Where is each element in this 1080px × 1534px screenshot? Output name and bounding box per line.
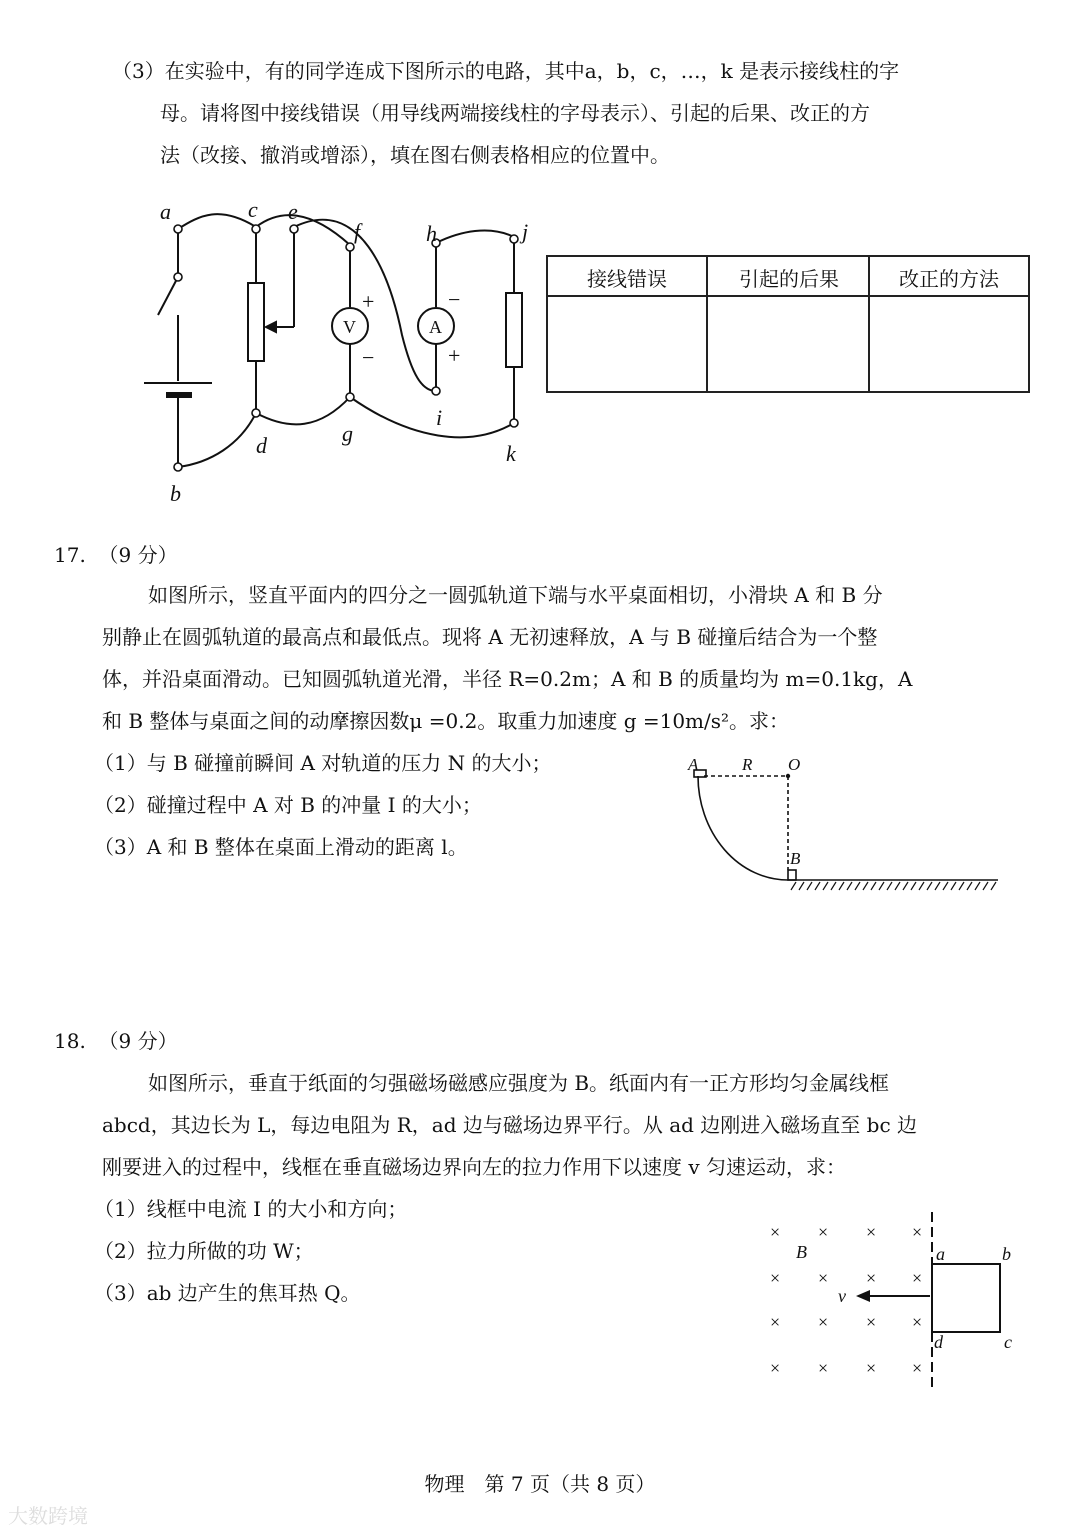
q18-fig-label-B: B	[796, 1242, 807, 1262]
field-cross: ×	[818, 1312, 829, 1332]
q17-para-line3: 体，并沿桌面滑动。已知圆弧轨道光滑，半径 R=0.2m；A 和 B 的质量均为 m=0.1kg，A	[102, 667, 913, 691]
q17-fig-label-A: A	[688, 758, 699, 774]
q18-para-line2: abcd，其边长为 L，每边电阻为 R，ad 边与磁场边界平行。从 ad 边刚进入磁场直至 bc 边	[102, 1113, 918, 1137]
field-cross: ×	[818, 1268, 829, 1288]
field-cross: ×	[770, 1268, 781, 1288]
q17-sub1: （1）与 B 碰撞前瞬间 A 对轨道的压力 N 的大小；	[94, 751, 552, 775]
q18-number: 18.	[54, 1029, 86, 1053]
q18-fig-label-d: d	[934, 1332, 943, 1352]
table-cell-correction[interactable]	[870, 297, 1028, 391]
q18-sub1: （1）线框中电流 I 的大小和方向；	[94, 1197, 408, 1221]
table-cell-consequence[interactable]	[708, 297, 866, 391]
table-cell-wiring-error[interactable]	[548, 297, 704, 391]
field-cross: ×	[866, 1312, 877, 1332]
q18-fig-label-b: b	[1002, 1244, 1011, 1264]
q18-fig-label-v: v	[838, 1286, 846, 1306]
terminal-label-c: c	[248, 197, 258, 222]
field-cross: ×	[912, 1222, 923, 1242]
q18-fig-label-a: a	[936, 1244, 945, 1264]
voltmeter-label: V	[343, 317, 356, 337]
q17-sub3: （3）A 和 B 整体在桌面上滑动的距离 l。	[94, 835, 468, 859]
voltmeter-plus: +	[362, 289, 375, 314]
q17-fig-label-O: O	[788, 758, 801, 774]
q17-sub2: （2）碰撞过程中 A 对 B 的冲量 I 的大小；	[94, 793, 482, 817]
field-cross: ×	[770, 1358, 781, 1378]
terminal-label-g: g	[342, 421, 353, 446]
field-cross: ×	[818, 1222, 829, 1242]
field-cross: ×	[770, 1312, 781, 1332]
q18-score: （9 分）	[98, 1029, 178, 1053]
q18-sub3: （3）ab 边产生的焦耳热 Q。	[94, 1281, 361, 1305]
q17-arc-track-figure	[680, 758, 1010, 898]
q17-score: （9 分）	[98, 543, 178, 567]
q18-para-line1: 如图所示，垂直于纸面的匀强磁场磁感应强度为 B。纸面内有一正方形均匀金属线框	[148, 1071, 890, 1095]
field-cross: ×	[818, 1358, 829, 1378]
q18-fig-label-c: c	[1004, 1332, 1012, 1352]
page-footer: 物理 第 7 页（共 8 页）	[424, 1472, 656, 1496]
field-cross: ×	[770, 1222, 781, 1242]
q17-para-line4: 和 B 整体与桌面之间的动摩擦因数μ =0.2。取重力加速度 g =10m/s²。求：	[102, 709, 790, 733]
q17-fig-label-R: R	[742, 758, 753, 774]
ammeter-label: A	[429, 317, 442, 337]
field-cross: ×	[912, 1358, 923, 1378]
terminal-label-e: e	[288, 199, 298, 224]
q17-para-line1: 如图所示，竖直平面内的四分之一圆弧轨道下端与水平桌面相切，小滑块 A 和 B 分	[148, 583, 883, 607]
terminal-label-a: a	[160, 199, 171, 224]
q17-fig-label-B: B	[790, 849, 801, 868]
circuit-diagram	[130, 195, 540, 515]
q18-para-line3: 刚要进入的过程中，线框在垂直磁场边界向左的拉力作用下以速度 v 匀速运动，求：	[102, 1155, 847, 1179]
q17-header	[54, 540, 178, 570]
field-cross: ×	[912, 1312, 923, 1332]
q17-number: 17.	[54, 543, 86, 567]
q17-para-line2: 别静止在圆弧轨道的最高点和最低点。现将 A 无初速释放，A 与 B 碰撞后结合为一个整	[102, 625, 878, 649]
q18-magnetic-field-figure	[760, 1212, 1050, 1392]
watermark: 大数跨境	[8, 1504, 88, 1528]
ammeter-plus: +	[448, 343, 461, 368]
table-header-consequence: 引起的后果	[739, 267, 839, 291]
field-cross: ×	[866, 1358, 877, 1378]
voltmeter-minus: −	[362, 345, 375, 370]
field-cross: ×	[866, 1268, 877, 1288]
q16-part3-line1: （3）在实验中，有的同学连成下图所示的电路，其中a，b，c，…，k 是表示接线柱的字	[112, 59, 900, 83]
table-header-correction: 改正的方法	[899, 267, 999, 291]
q16-part3-line3: 法（改接、撤消或增添），填在图右侧表格相应的位置中。	[160, 143, 670, 167]
q16-part3-line2: 母。请将图中接线错误（用导线两端接线柱的字母表示）、引起的后果、改正的方	[160, 101, 870, 125]
terminal-label-f: f	[354, 219, 361, 244]
answer-table	[546, 255, 1030, 393]
ammeter-minus: −	[448, 287, 461, 312]
field-cross: ×	[912, 1268, 923, 1288]
terminal-label-b: b	[170, 481, 181, 506]
q18-header	[54, 1026, 178, 1056]
terminal-label-k: k	[506, 441, 516, 466]
q18-sub2: （2）拉力所做的功 W；	[94, 1239, 314, 1263]
field-cross: ×	[866, 1222, 877, 1242]
terminal-label-i: i	[436, 405, 443, 430]
table-header-wiring-error: 接线错误	[587, 267, 667, 291]
terminal-label-h: h	[426, 221, 437, 246]
terminal-label-d: d	[256, 433, 267, 458]
terminal-label-j: j	[522, 219, 529, 244]
